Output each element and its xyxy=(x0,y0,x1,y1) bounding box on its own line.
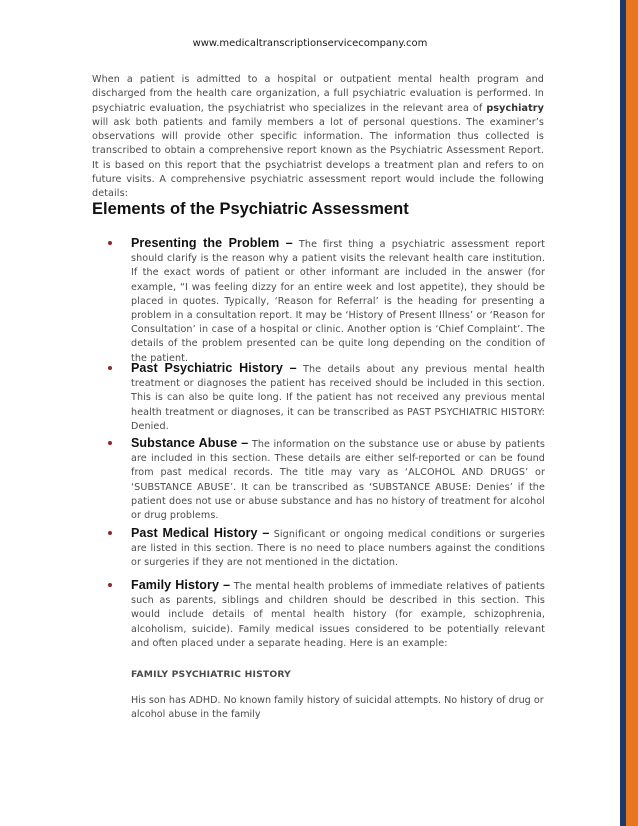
intro-keyword-link[interactable]: psychiatry xyxy=(486,102,544,114)
item-dash: – xyxy=(279,236,293,250)
item-title: Past Psychiatric History xyxy=(131,361,283,375)
item-dash: – xyxy=(257,526,270,540)
section-heading: Elements of the Psychiatric Assessment xyxy=(92,200,409,218)
bullet-icon xyxy=(108,583,112,587)
item-title: Presenting the Problem xyxy=(131,236,280,250)
item-text: The mental health problems of immediate relatives of patients such as parents, siblings and children should be described in this section. This would include details of mental health history (for example, schizophrenia, alcoholism, suicide). Family medical issues considered to be potentially relevant and often placed under a separate heading. Here is an example: xyxy=(131,581,546,649)
list-item xyxy=(114,361,545,434)
item-text: The information on the substance use or abuse by patients are included in this section. These details are either self-reported or can be found from past medical records. The title may vary as ‘ALCOHOL AND DRUGS’ or ‘SUBSTANCE ABUSE’. It can be transcribed as ‘SUBSTANCE ABUSE: Denies’ if the patient does not use or abuse substance and has no history of treatment for alcohol or drug problems. xyxy=(131,439,546,522)
example-text: His son has ADHD. No known family history of suicidal attempts. No history of drug or alcohol abuse in the family xyxy=(131,695,544,721)
list-item xyxy=(114,436,545,523)
item-text: Significant or ongoing medical conditions or surgeries are listed in this section. There is no need to place numbers against the conditions or surgeries if they are not mentioned in the dictation. xyxy=(131,529,545,569)
bullet-icon xyxy=(108,241,112,245)
example-heading: FAMILY PSYCHIATRIC HISTORY xyxy=(131,669,292,680)
bullet-icon xyxy=(108,441,112,445)
item-title: Family History xyxy=(131,578,220,592)
intro-text-1: When a patient is admitted to a hospital or outpatient mental health program and discharged from the health care organization, a full psychiatric evaluation is performed. In psychiatric evaluation, the psychiatrist who specializes in the relevant area of xyxy=(92,74,544,114)
list-item xyxy=(114,236,545,366)
bullet-icon xyxy=(108,366,112,370)
item-text: The details about any previous mental health treatment or diagnoses the patient has received should be included in this section. This is can also be quite long. If the patient has not received any previous mental health treatment or diagnoses, it can be transcribed as PAST PSYCHIATRIC HISTORY: Denied. xyxy=(131,364,545,432)
item-dash: – xyxy=(219,578,231,592)
item-dash: – xyxy=(282,361,297,375)
item-title: Past Medical History xyxy=(131,526,258,540)
header-url[interactable]: www.medicaltranscriptionservicecompany.com xyxy=(192,38,428,49)
item-dash: – xyxy=(237,436,249,450)
item-text: The first thing a psychiatric assessment report should clarify is the reason why a patient visits the relevant health care institution. If the exact words of patient or other informant are included in the answer (for example, “I was feeling dizzy for an entire week and lost appetite), they should be placed in quotes. Typically, ‘Reason for Referral’ is the heading for presenting a problem in a consultation report. It may be ‘History of Present Illness’ or ‘Reason for Consultation’ in case of a hospital or clinic. Another option is ‘Chief Complaint’. The details of the problem presented can be quite long depending on the condition of the patient. xyxy=(131,239,546,364)
bullet-icon xyxy=(108,531,112,535)
intro-paragraph xyxy=(92,73,544,201)
list-item xyxy=(114,526,545,571)
orange-side-stripe xyxy=(626,0,638,826)
list-item xyxy=(114,578,545,651)
item-title: Substance Abuse xyxy=(131,436,238,450)
intro-text-2: will ask both patients and family members a lot of personal questions. The examiner’s observations will provide other specific information. The information thus collected is transcribed to obtain a comprehensive report known as the Psychiatric Assessment Report. It is based on this report that the psychiatrist develops a treatment plan and refers to on future visits. A comprehensive psychiatric assessment report would include the following details: xyxy=(92,116,544,199)
